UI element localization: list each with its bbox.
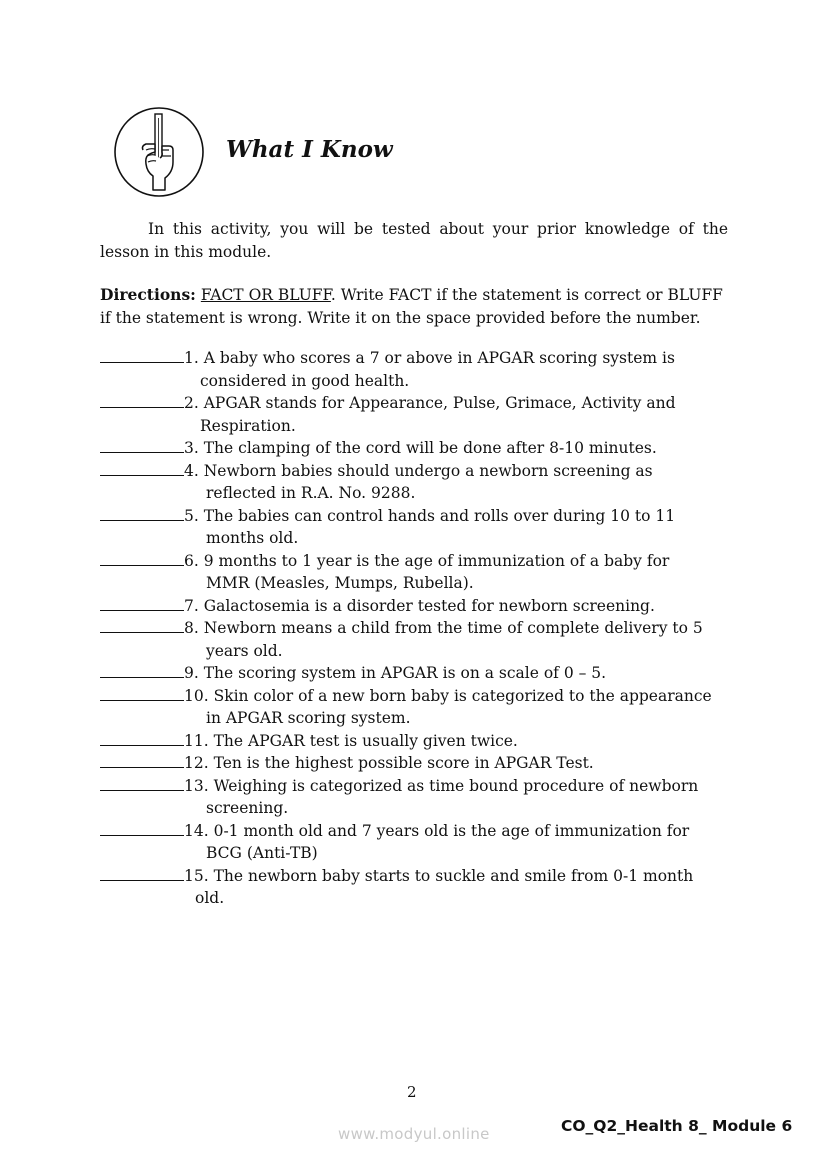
answer-blank[interactable] <box>100 662 184 678</box>
question-item: 3. The clamping of the cord will be done after 8-10 minutes. <box>100 437 740 460</box>
question-item: 5. The babies can control hands and rolls over during 10 to 11 months old. <box>100 505 740 550</box>
question-item: 13. Weighing is categorized as time bound procedure of newborn screening. <box>100 775 740 820</box>
answer-blank[interactable] <box>100 550 184 566</box>
answer-blank[interactable] <box>100 437 184 453</box>
question-item: 12. Ten is the highest possible score in APGAR Test. <box>100 752 740 775</box>
question-item: 9. The scoring system in APGAR is on a scale of 0 – 5. <box>100 662 740 685</box>
answer-blank[interactable] <box>100 617 184 633</box>
answer-blank[interactable] <box>100 347 184 363</box>
question-item: 11. The APGAR test is usually given twice. <box>100 730 740 753</box>
directions-paragraph <box>100 283 730 330</box>
question-item: 2. APGAR stands for Appearance, Pulse, Grimace, Activity and Respiration. <box>100 392 740 437</box>
question-item: 8. Newborn means a child from the time of complete delivery to 5 years old. <box>100 617 740 662</box>
question-item: 4. Newborn babies should undergo a newborn screening as reflected in R.A. No. 9288. <box>100 460 740 505</box>
directions-text: . Write FACT if the statement is correct or BLUFF if the statement is wrong. Write it on the space provided before the number. <box>100 286 723 327</box>
intro-paragraph <box>100 218 728 263</box>
answer-blank[interactable] <box>100 595 184 611</box>
watermark: www.modyul.online <box>338 1125 490 1143</box>
question-item: 6. 9 months to 1 year is the age of immunization of a baby for MMR (Measles, Mumps, Rubella). <box>100 550 740 595</box>
directions-label: Directions: <box>100 285 196 304</box>
hand-holding-pencil-icon <box>113 106 205 198</box>
intro-text: In this activity, you will be tested about your prior knowledge of the lesson in this module. <box>100 220 728 261</box>
answer-blank[interactable] <box>100 505 184 521</box>
answer-blank[interactable] <box>100 752 184 768</box>
answer-blank[interactable] <box>100 460 184 476</box>
page-number: 2 <box>407 1083 417 1101</box>
question-item: 14. 0-1 month old and 7 years old is the age of immunization for BCG (Anti-TB) <box>100 820 740 865</box>
question-item: 10. Skin color of a new born baby is categorized to the appearance in APGAR scoring system. <box>100 685 740 730</box>
directions-mode: FACT OR BLUFF <box>200 286 331 304</box>
answer-blank[interactable] <box>100 392 184 408</box>
question-item: 1. A baby who scores a 7 or above in APGAR scoring system is considered in good health. <box>100 347 740 392</box>
answer-blank[interactable] <box>100 775 184 791</box>
page-title: What I Know <box>226 136 393 163</box>
question-item: 15. The newborn baby starts to suckle and smile from 0-1 month old. <box>100 865 740 910</box>
answer-blank[interactable] <box>100 865 184 881</box>
question-item: 7. Galactosemia is a disorder tested for newborn screening. <box>100 595 740 618</box>
answer-blank[interactable] <box>100 730 184 746</box>
answer-blank[interactable] <box>100 820 184 836</box>
answer-blank[interactable] <box>100 685 184 701</box>
question-list <box>100 347 740 910</box>
module-code: CO_Q2_Health 8_ Module 6 <box>561 1117 793 1135</box>
